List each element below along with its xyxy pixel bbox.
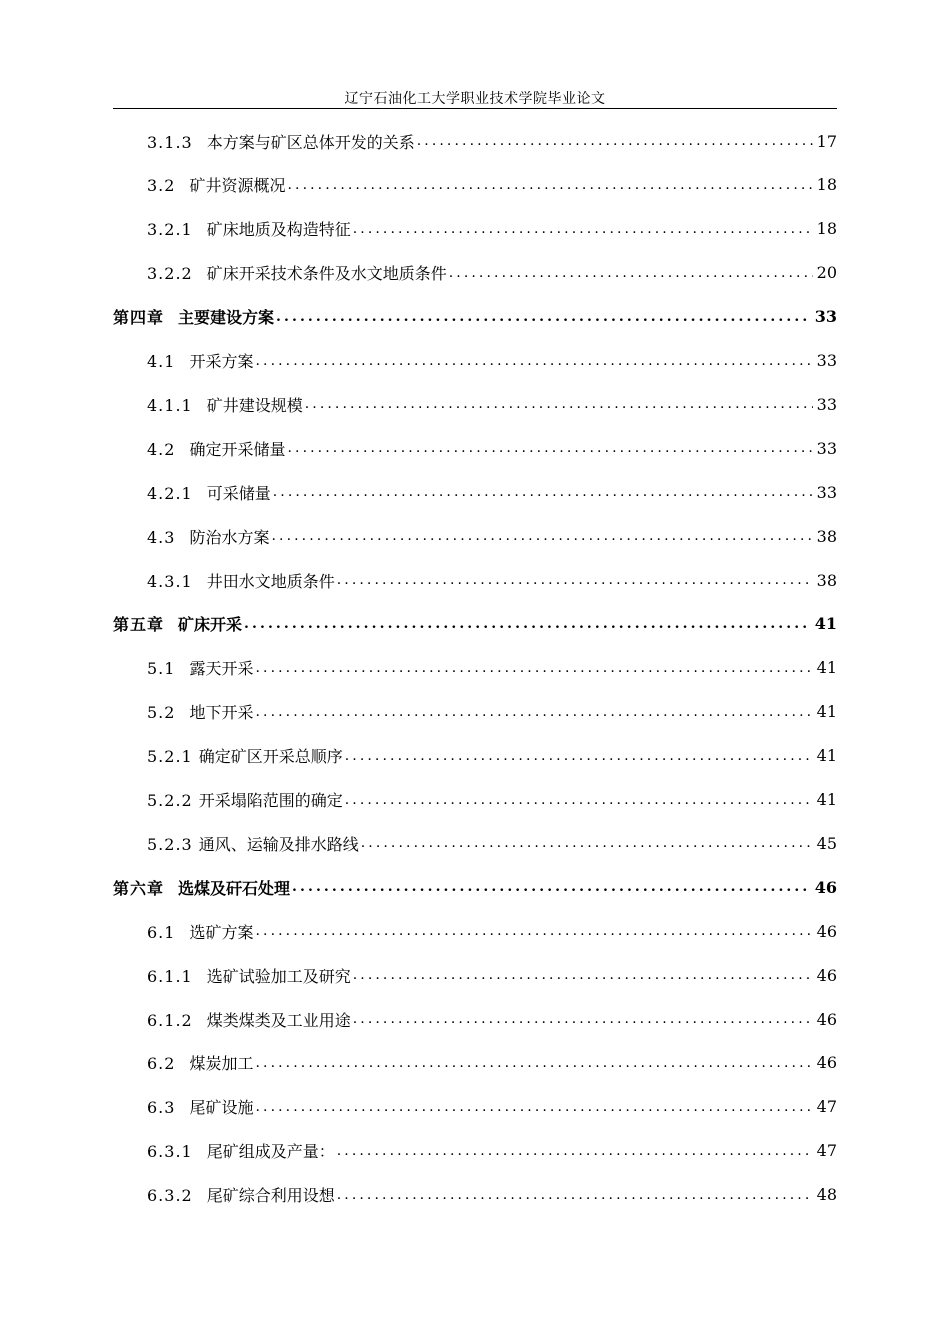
toc-entry-number: 4.2 xyxy=(147,439,176,459)
toc-entry-title: 通风、运输及排水路线 xyxy=(198,834,359,854)
toc-entry-number: 5.2.3 xyxy=(147,834,193,854)
toc-entry-heading xyxy=(147,1095,253,1118)
toc-dot-leader xyxy=(345,792,813,808)
toc-dot-leader xyxy=(337,1187,813,1203)
toc-entry[interactable] xyxy=(147,698,837,726)
toc-page-number: 48 xyxy=(816,1185,837,1205)
toc-entry-heading xyxy=(147,1051,253,1074)
toc-page-number: 46 xyxy=(816,1053,837,1073)
toc-page-number: 33 xyxy=(816,394,837,414)
toc-page-number: 41 xyxy=(814,614,837,634)
toc-entry-title: 矿井建设规模 xyxy=(206,395,303,415)
toc-dot-leader xyxy=(353,221,813,237)
toc-dot-leader xyxy=(273,484,813,500)
toc-dot-leader xyxy=(255,353,812,369)
toc-page-number: 46 xyxy=(816,1009,837,1029)
toc-entry[interactable] xyxy=(147,347,837,375)
toc-entry-number: 4.1 xyxy=(147,352,176,371)
toc-entry-title: 开采塌陷范围的确定 xyxy=(198,791,343,810)
toc-page-number: 18 xyxy=(816,219,837,239)
toc-entry-number: 5.1 xyxy=(147,659,176,679)
toc-entry-title: 尾矿设施 xyxy=(189,1098,254,1118)
toc-page-number: 46 xyxy=(816,921,837,941)
toc-entry-number: 第六章 xyxy=(113,878,165,898)
toc-dot-leader xyxy=(449,265,813,281)
toc-page-number: 33 xyxy=(816,438,837,458)
toc-page-number: 41 xyxy=(816,746,837,766)
toc-entry-title: 矿床地质及构造特征 xyxy=(206,220,351,240)
toc-entry-heading xyxy=(147,349,253,372)
toc-entry[interactable] xyxy=(147,1137,837,1165)
toc-dot-leader xyxy=(255,1055,812,1071)
toc-entry-heading xyxy=(147,744,343,767)
toc-entry-heading xyxy=(147,481,271,504)
toc-entry-heading xyxy=(147,217,351,240)
header-rule xyxy=(113,108,837,109)
toc-entry-number: 3.2.2 xyxy=(147,264,193,284)
running-header: 辽宁石油化工大学职业技术学院毕业论文 xyxy=(344,91,606,107)
toc-entry-title: 可采储量 xyxy=(206,483,271,503)
toc-page-number: 33 xyxy=(814,307,837,327)
toc-dot-leader xyxy=(255,923,812,939)
toc-entry[interactable] xyxy=(147,478,837,506)
toc-entry-number: 3.2.1 xyxy=(147,220,193,240)
toc-page-number: 33 xyxy=(816,482,837,502)
toc-entry-number: 6.1 xyxy=(147,922,176,942)
toc-dot-leader xyxy=(271,528,812,544)
toc-entry[interactable] xyxy=(147,171,837,199)
toc-entry[interactable] xyxy=(147,1049,837,1077)
toc-dot-leader xyxy=(337,572,813,588)
toc-entry[interactable] xyxy=(147,215,837,243)
toc-entry-title: 选矿方案 xyxy=(189,922,254,942)
toc-entry-number: 6.1.2 xyxy=(147,1010,193,1030)
toc-entry[interactable] xyxy=(147,961,837,989)
toc-entry-title: 选矿试验加工及研究 xyxy=(206,966,351,986)
toc-entry[interactable] xyxy=(147,259,837,287)
toc-page-number: 38 xyxy=(816,570,837,590)
toc-entry-number: 5.2 xyxy=(147,703,176,723)
toc-entry-number: 6.2 xyxy=(147,1054,176,1074)
toc-dot-leader xyxy=(361,835,813,851)
toc-entry-heading xyxy=(147,525,269,548)
toc-entry-title: 防治水方案 xyxy=(189,527,270,547)
toc-page-number: 41 xyxy=(816,658,837,678)
toc-page-number: 20 xyxy=(816,263,837,283)
toc-entry-heading xyxy=(147,569,335,592)
toc-dot-leader xyxy=(244,616,811,632)
toc-dot-leader xyxy=(337,1143,813,1159)
toc-dot-leader xyxy=(353,967,813,983)
toc-entry-heading xyxy=(113,612,242,635)
toc-entry-heading xyxy=(113,876,290,899)
toc-entry[interactable] xyxy=(147,917,837,945)
toc-entry-title: 井田水文地质条件 xyxy=(206,571,335,591)
toc-entry[interactable] xyxy=(147,434,837,462)
toc-entry[interactable] xyxy=(147,654,837,682)
toc-page-number: 33 xyxy=(816,351,837,370)
toc-entry-heading xyxy=(147,130,415,153)
toc-entry-heading xyxy=(113,305,274,328)
toc-entry-title: 尾矿组成及产量： xyxy=(206,1142,335,1162)
toc-entry[interactable] xyxy=(147,566,837,594)
toc-entry-title: 主要建设方案 xyxy=(178,308,275,328)
toc-page-number: 18 xyxy=(816,175,837,195)
toc-entry[interactable] xyxy=(113,303,837,331)
toc-page-number: 45 xyxy=(816,833,837,853)
toc-dot-leader xyxy=(255,1099,812,1115)
toc-dot-leader xyxy=(417,133,813,149)
toc-entry-heading xyxy=(147,656,253,679)
toc-entry-title: 地下开采 xyxy=(189,703,254,723)
toc-entry-title: 矿床开采技术条件及水文地质条件 xyxy=(206,264,447,284)
toc-entry-number: 6.1.1 xyxy=(147,966,193,986)
toc-entry[interactable] xyxy=(147,1093,837,1121)
toc-entry-heading xyxy=(147,1183,335,1206)
toc-entry-title: 确定开采储量 xyxy=(189,439,286,459)
toc-entry-number: 第四章 xyxy=(113,308,165,328)
toc-entry-number: 第五章 xyxy=(113,615,165,635)
toc-dot-leader xyxy=(292,879,811,895)
toc-dot-leader xyxy=(345,748,813,764)
toc-entry-heading xyxy=(147,832,359,855)
toc-entry[interactable] xyxy=(147,1181,837,1209)
toc-entry-title: 选煤及矸石处理 xyxy=(178,878,291,898)
toc-entry-title: 本方案与矿区总体开发的关系 xyxy=(206,132,415,152)
toc-dot-leader xyxy=(287,440,812,456)
toc-entry[interactable] xyxy=(147,742,837,770)
toc-entry-heading xyxy=(147,700,253,723)
toc-page-number: 47 xyxy=(816,1141,837,1161)
toc-entry[interactable] xyxy=(113,610,837,638)
toc-entry-heading xyxy=(147,261,447,284)
toc-entry-number: 6.3.1 xyxy=(147,1142,193,1162)
toc-entry[interactable] xyxy=(147,522,837,550)
toc-entry-title: 露天开采 xyxy=(189,659,254,679)
toc-entry[interactable] xyxy=(147,390,837,418)
toc-entry-number: 4.3.1 xyxy=(147,571,193,591)
toc-page-number: 47 xyxy=(816,1097,837,1117)
toc-entry-heading xyxy=(147,393,303,416)
toc-dot-leader xyxy=(305,396,813,412)
toc-entry-title: 煤炭加工 xyxy=(189,1054,254,1074)
toc-page-number: 38 xyxy=(816,526,837,546)
toc-entry-heading xyxy=(147,437,285,460)
toc-page-number: 46 xyxy=(814,877,837,897)
toc-entry-title: 矿井资源概况 xyxy=(189,176,286,196)
toc-dot-leader xyxy=(287,177,812,193)
toc-entry-number: 6.3.2 xyxy=(147,1186,193,1206)
toc-entry-heading xyxy=(147,173,285,196)
toc-entry[interactable] xyxy=(147,786,837,814)
toc-entry-number: 6.3 xyxy=(147,1098,176,1118)
toc-entry-heading xyxy=(147,920,253,943)
toc-entry-title: 尾矿综合利用设想 xyxy=(206,1186,335,1206)
toc-entry-title: 煤类煤类及工业用途 xyxy=(206,1010,351,1030)
toc-entry[interactable] xyxy=(147,829,837,857)
toc-entry-title: 确定矿区开采总顺序 xyxy=(198,747,343,767)
toc-entry-title: 开采方案 xyxy=(189,352,254,371)
toc-entry-heading xyxy=(147,964,351,987)
toc-entry-number: 3.2 xyxy=(147,176,176,196)
toc-entry-title: 矿床开采 xyxy=(178,615,243,635)
toc-entry-heading xyxy=(147,788,343,811)
toc-page-number: 46 xyxy=(816,965,837,985)
toc-entry-number: 4.3 xyxy=(147,527,176,547)
toc-page-number: 17 xyxy=(816,131,837,151)
toc-entry-number: 5.2.2 xyxy=(147,791,193,810)
toc-dot-leader xyxy=(276,309,811,325)
toc-entry-heading xyxy=(147,1139,335,1162)
toc-dot-leader xyxy=(255,704,812,720)
toc-entry[interactable] xyxy=(147,1005,837,1033)
toc-page-number: 41 xyxy=(816,790,837,809)
toc-entry[interactable] xyxy=(113,873,837,901)
toc-entry-number: 4.2.1 xyxy=(147,483,193,503)
toc-dot-leader xyxy=(353,1011,813,1027)
toc-page-number: 41 xyxy=(816,702,837,722)
toc-entry-number: 4.1.1 xyxy=(147,395,193,415)
toc-entry[interactable] xyxy=(147,127,837,155)
toc-entry-number: 3.1.3 xyxy=(147,132,193,152)
toc-entry-heading xyxy=(147,1008,351,1031)
toc-dot-leader xyxy=(255,660,812,676)
toc-entry-number: 5.2.1 xyxy=(147,747,193,767)
